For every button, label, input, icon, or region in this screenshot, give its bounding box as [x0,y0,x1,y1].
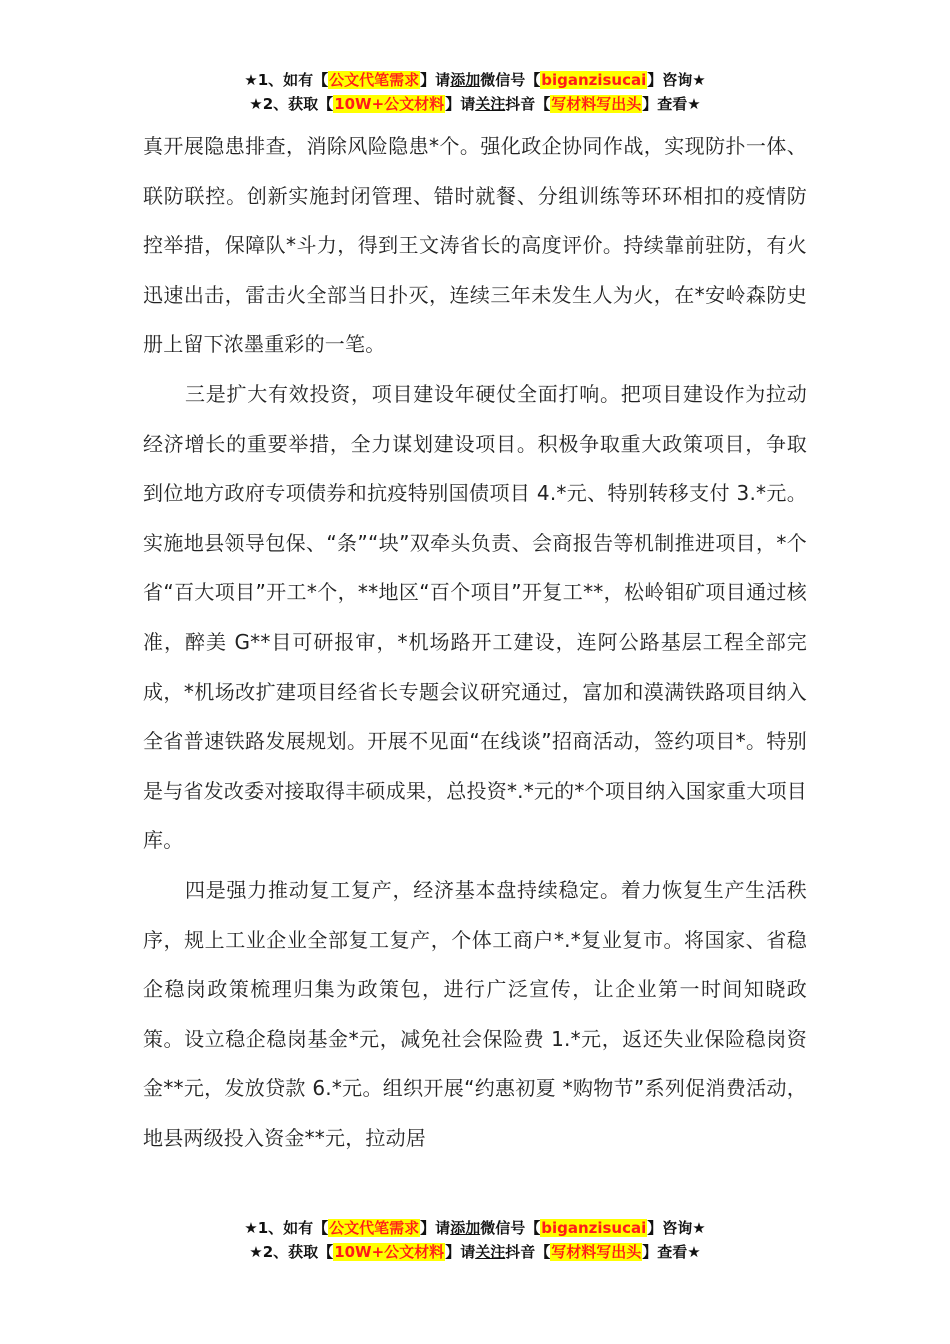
paragraph: 四是强力推动复工复产，经济基本盘持续稳定。着力恢复生产生活秩序，规上工业企业全部复工复产，个体工商户*.*复业复市。将国家、省稳企稳岗政策梳理归集为政策包，进行广泛宣传，让企业第一时间知晓政策。设立稳企稳岗基金*元，减免社会保险费 1.*元，返还失业保险稳岗资金**元，发放贷款 6.*元。组织开展“约惠初夏 *购物节”系列促消费活动，地县两级投入资金**元，拉动居 [143,877,807,1150]
banner-line-1 [0,1216,950,1240]
footer-banner [0,1216,950,1264]
banner-text: 】请 [445,1243,476,1261]
banner-text: 】咨询★ [647,71,706,89]
banner-text: 】请 [445,95,476,113]
highlight-tag: 10W+公文材料 [334,1243,445,1261]
header-banner [0,68,950,116]
banner-text: 添加 [450,1219,481,1237]
banner-text: 】请 [420,1219,451,1237]
banner-text: ★2、获取【 [249,1243,334,1261]
banner-text: 关注 [475,1243,506,1261]
banner-text: 抖音【 [505,95,551,113]
douyin-id: 写材料写出头 [551,1243,642,1261]
banner-text: 】请 [420,71,451,89]
wechat-id: biganzisucai [541,1219,647,1237]
banner-text: 微信号【 [480,71,541,89]
banner-text: ★1、如有【 [244,1219,329,1237]
banner-text: 关注 [475,95,506,113]
wechat-id: biganzisucai [541,71,647,89]
banner-text: ★2、获取【 [249,95,334,113]
highlight-tag: 公文代笔需求 [329,71,420,89]
banner-text: 抖音【 [505,1243,551,1261]
document-body [143,122,807,1163]
highlight-tag: 公文代笔需求 [329,1219,420,1237]
douyin-id: 写材料写出头 [551,95,642,113]
banner-text: 】查看★ [642,95,701,113]
banner-line-2 [0,1240,950,1264]
banner-text: 添加 [450,71,481,89]
banner-text: 】咨询★ [647,1219,706,1237]
highlight-tag: 10W+公文材料 [334,95,445,113]
paragraph: 三是扩大有效投资，项目建设年硬仗全面打响。把项目建设作为拉动经济增长的重要举措，全力谋划建设项目。积极争取重大政策项目，争取到位地方政府专项债券和抗疫特别国债项目 4.*元、特别转移支付 3.*元。实施地县领导包保、“条”“块”双牵头负责、会商报告等机制推进项目，*个省“百大项目”开工*个，**地区“百个项目”开复工**，松岭钼矿项目通过核准，醉美 G**目可研报审，*机场路开工建设，连阿公路基层工程全部完成，*机场改扩建项目经省长专题会议研究通过，富加和漠满铁路项目纳入全省普速铁路发展规划。开展不见面“在线谈”招商活动，签约项目*。特别是与省发改委对接取得丰硕成果，总投资*.*元的*个项目纳入国家重大项目库。 [143,381,807,853]
banner-text: 】查看★ [642,1243,701,1261]
banner-text: ★1、如有【 [244,71,329,89]
banner-line-1 [0,68,950,92]
banner-text: 微信号【 [480,1219,541,1237]
paragraph: 真开展隐患排查，消除风险隐患*个。强化政企协同作战，实现防扑一体、联防联控。创新实施封闭管理、错时就餐、分组训练等环环相扣的疫情防控举措，保障队*斗力，得到王文涛省长的高度评价。持续靠前驻防，有火迅速出击，雷击火全部当日扑灭，连续三年未发生人为火，在*安岭森防史册上留下浓墨重彩的一笔。 [143,134,807,357]
banner-line-2 [0,92,950,116]
